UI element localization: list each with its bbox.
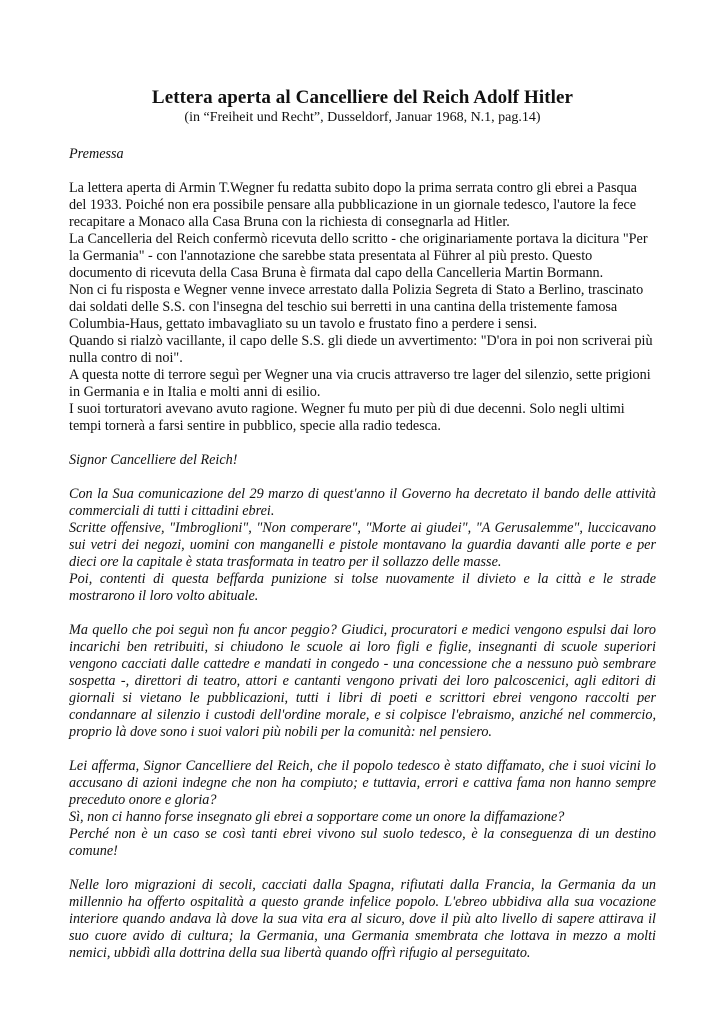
intro-paragraph: I suoi torturatori avevano avuto ragione. Wegner fu muto per più di due decenni. Solo negli ultimi tempi tornerà a farsi sentire in pubblico, specie alla radio tedesca.: [69, 401, 625, 434]
letter-line: Ma quello che poi seguì non fu ancor peggio? Giudici, procuratori e medici vengono espulsi dai loro incarichi ben retribuiti, si chiudono le scuole ai loro figli e figlie, insegnanti di scuole superiori vengono cacciati dalle cattedre e mandati in congedo - una concessione che a nessuno può sembrare sospetta -, direttori di teatro, attori e cantanti vengono privati dei loro palcoscenici, agli editori di giornali si vietano le pubblicazioni, tutti i libri di poeti e scrittori ebrei vengono raccolti per condannare al silenzio i custodi dell'ordine morale, e si colpisce l'ebraismo, anziché nel commercio, proprio là dove sono i suoi valori più nobili per la comunità: nel pensiero.: [69, 622, 656, 740]
document-page: [69, 87, 656, 962]
document-title: Lettera aperta al Cancelliere del Reich Adolf Hitler: [151, 87, 574, 108]
letter-line: Nelle loro migrazioni di secoli, cacciati dalla Spagna, rifiutati dalla Francia, la Germania da un millennio ha offerto ospitalità a questo grande infelice popolo. L'ebreo ubbidiva alla sua vocazione interiore quando andava là dove la sua vita era al sicuro, dove il più alto livello di sapere attirava il suo cuore avido di cultura; la Germania, una Germania smembrata che lottava in mezzo a molti nemici, ubbidì alla dottrina della sua libertà quando offrì rifugio al perseguitato.: [69, 877, 656, 961]
letter-line: Poi, contenti di questa beffarda punizione si tolse nuovamente il divieto e la città e le strade mostrarono il loro volto abituale.: [69, 571, 656, 604]
intro-paragraph: Quando si rialzò vacillante, il capo delle S.S. gli diede un avvertimento: "D'ora in poi non scriverai più nulla contro di noi".: [69, 333, 653, 366]
intro-paragraph: A questa notte di terrore seguì per Wegner una via crucis attraverso tre lager del silenzio, sette prigioni in Germania e in Italia e molti anni di esilio.: [69, 367, 651, 400]
letter-line: Perché non è un caso se così tanti ebrei vivono sul suolo tedesco, è la conseguenza di un destino comune!: [69, 826, 656, 859]
letter-line: Con la Sua comunicazione del 29 marzo di quest'anno il Governo ha decretato il bando delle attività commerciali di tutti i cittadini ebrei.: [69, 486, 656, 519]
letter-paragraph-3: [69, 758, 656, 860]
letter-paragraph-4: [69, 877, 656, 962]
intro-section: [69, 180, 656, 435]
letter-line: Sì, non ci hanno forse insegnato gli ebrei a sopportare come un onore la diffamazione?: [69, 809, 565, 825]
letter-line: Lei afferma, Signor Cancelliere del Reich, che il popolo tedesco è stato diffamato, che i suoi vicini lo accusano di azioni indegne che non ha compiuto; e tuttavia, errori e cattiva fama non hanno sempre preceduto onore e gloria?: [69, 758, 656, 808]
letter-line: Scritte offensive, "Imbroglioni", "Non comperare", "Morte ai giudei", "A Gerusalemme", luccicavano sui vetri dei negozi, uomini con manganelli e pistole montavano la guardia davanti alle porte e per dieci ore la capitale è stata trasformata in teatro per il sollazzo delle masse.: [69, 520, 656, 570]
intro-paragraph: Non ci fu risposta e Wegner venne invece arrestato dalla Polizia Segreta di Stato a Berlino, trascinato dai soldati delle S.S. con l'insegna del teschio sui berretti in una cantina della tristemente famosa Columbia-Haus, gettato imbavagliato su un tavolo e frustato fino a perdere i sensi.: [69, 282, 644, 332]
letter-paragraph-2: [69, 622, 656, 741]
letter-paragraph-1: [69, 486, 656, 605]
intro-paragraph: La Cancelleria del Reich confermò ricevuta dello scritto - che originariamente portava la dicitura "Per la Germania" - con l'annotazione che sarebbe stata presentata al Führer al più presto. Questo documento di ricevuta della Casa Bruna è firmata dal capo della Cancelleria Martin Bormann.: [69, 231, 648, 281]
letter-salutation: Signor Cancelliere del Reich!: [69, 452, 238, 468]
intro-paragraph: La lettera aperta di Armin T.Wegner fu redatta subito dopo la prima serrata contro gli ebrei a Pasqua del 1933. Poiché non era possibile pensare alla pubblicazione in un giornale tedesco, l'autore la fece recapitare a Monaco alla Casa Bruna con la richiesta di consegnarla ad Hitler.: [69, 180, 637, 230]
premessa-heading: Premessa: [69, 146, 124, 162]
document-subtitle: (in “Freiheit und Recht”, Dusseldorf, Januar 1968, N.1, pag.14): [184, 110, 541, 125]
